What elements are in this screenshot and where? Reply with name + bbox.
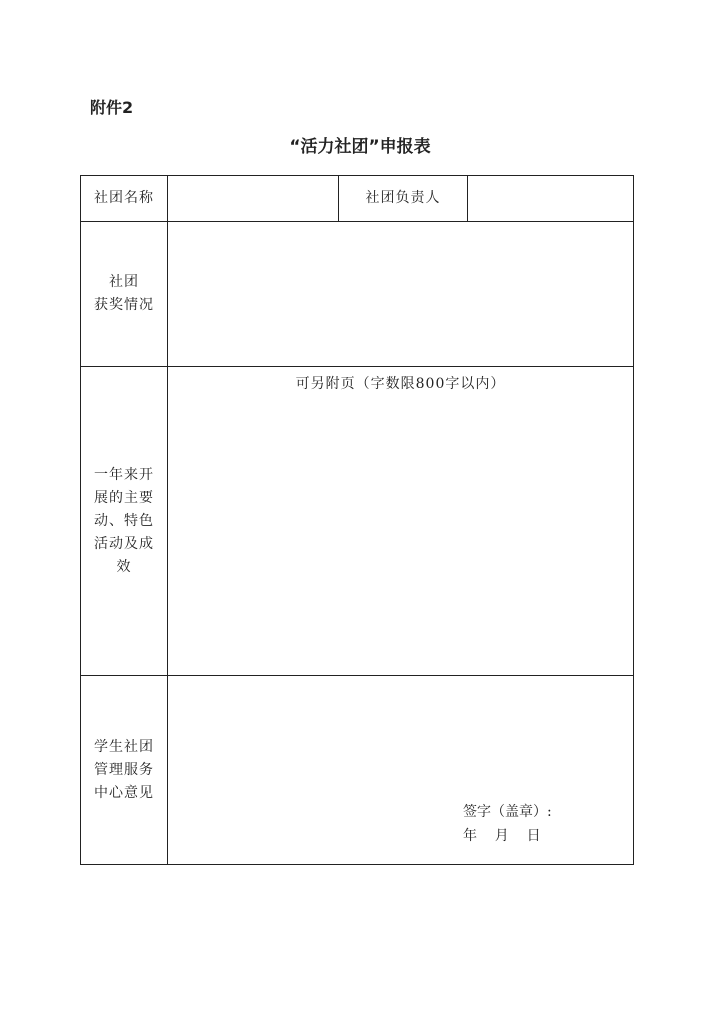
- opinion-field[interactable]: [168, 676, 634, 865]
- opinion-label-line: 学生社团: [94, 738, 154, 755]
- opinion-label-line: 中心意见: [94, 784, 154, 801]
- leader-label: 社团负责人: [339, 176, 468, 222]
- activities-label-line: 效: [116, 558, 132, 575]
- awards-label-line: 社团: [109, 274, 139, 290]
- table-row: [81, 367, 634, 676]
- opinion-label: [81, 676, 168, 865]
- date-label: 年 月 日: [463, 828, 541, 844]
- awards-label-line: 获奖情况: [94, 297, 154, 313]
- activities-label-line: 动、特色: [94, 512, 154, 529]
- activities-label-line: 活动及成: [94, 535, 154, 552]
- form-title: “活力社团”申报表: [289, 137, 431, 157]
- activities-label-line: 展的主要: [94, 489, 154, 506]
- table-row: [81, 676, 634, 865]
- activities-label-line: 一年来开: [94, 466, 154, 483]
- awards-field[interactable]: [168, 222, 634, 367]
- leader-field[interactable]: [468, 176, 634, 222]
- club-name-field[interactable]: [168, 176, 339, 222]
- attachment-note: 可另附页（字数限800字以内）: [295, 376, 506, 392]
- opinion-label-line: 管理服务: [94, 761, 154, 778]
- club-name-label: 社团名称: [81, 176, 168, 222]
- awards-label: [81, 222, 168, 367]
- signature-label: 签字（盖章）:: [463, 804, 552, 820]
- attachment-label: 附件2: [90, 98, 134, 117]
- signature-block: [463, 800, 552, 848]
- table-row: [81, 176, 634, 222]
- activities-label: [81, 367, 168, 676]
- application-form-table: [80, 175, 634, 865]
- table-row: [81, 222, 634, 367]
- activities-field[interactable]: [168, 367, 634, 676]
